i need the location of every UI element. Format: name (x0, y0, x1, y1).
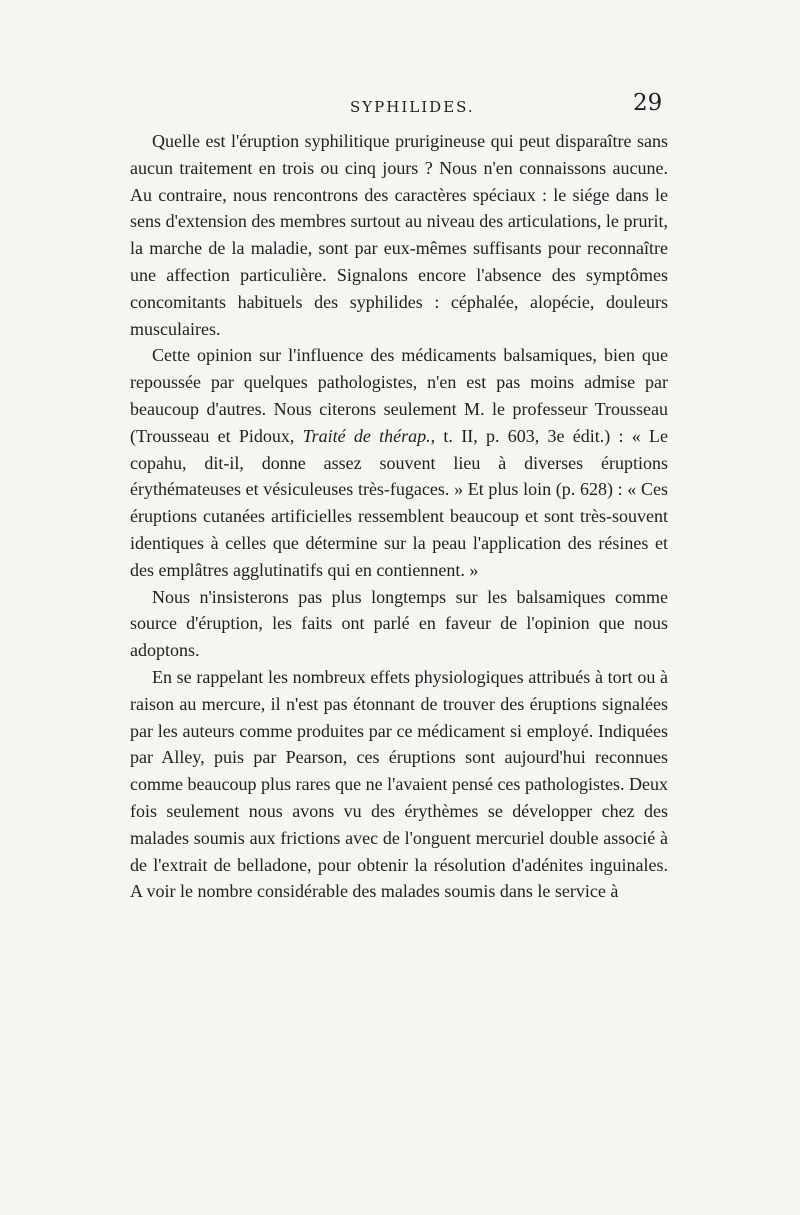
body-text (130, 128, 668, 905)
page-number: 29 (633, 90, 663, 116)
book-title-italic: Traité de thérap. (302, 425, 431, 446)
paragraph-4: En se rappelant les nombreux effets physiologiques attribués à tort ou à raison au mercure, il n'est pas étonnant de trouver des éruptions signalées par les auteurs comme produites par ce médicament si employé. Indiquées par Alley, puis par Pearson, ces éruptions sont aujourd'hui reconnues comme beaucoup plus rares que ne l'avaient pensé ces pathologistes. Deux fois seulement nous avons vu des érythèmes se développer chez des malades soumis aux frictions avec de l'onguent mercuriel double associé à de l'extrait de belladone, pour obtenir la résolution d'adénites inguinales. A voir le nombre considérable des malades soumis dans le service à (130, 666, 668, 902)
paragraph-1: Quelle est l'éruption syphilitique prurigineuse qui peut disparaître sans aucun traitement en trois ou cinq jours ? Nous n'en connaissons aucune. Au contraire, nous rencontrons des caractères spéciaux : le siége dans le sens d'extension des membres surtout au niveau des articulations, le prurit, la marche de la maladie, sont par eux-mêmes suffisants pour reconnaître une affection particulière. Signalons encore l'absence des symptômes concomitants habituels des syphilides : céphalée, alopécie, douleurs musculaires. (130, 131, 668, 339)
paragraph-3: Nous n'insisterons pas plus longtemps sur les balsamiques comme source d'éruption, les faits ont parlé en faveur de l'opinion que nous adoptons. (130, 586, 668, 661)
paragraph-2-text-a: Cette opinion sur l'influence des médicaments balsamiques, bien que repoussée par quelques pathologistes, n'en est pas moins admise par beaucoup d'autres. Nous citerons seulement M. le professeur Trousseau (Trousseau et Pidoux, (130, 345, 668, 446)
paragraph-2 (130, 342, 668, 583)
running-title: SYPHILIDES. (350, 98, 475, 116)
paragraph-2-text-b: , t. II, p. 603, 3e édit.) : « Le copahu, dit-il, donne assez souvent lieu à diverses éruptions érythémateuses et vésiculeuses très-fugaces. » Et plus loin (p. 628) : « Ces éruptions cutanées artificielles ressemblent beaucoup et sont très-souvent identiques à celles que détermine sur la peau l'application des résines et des emplâtres agglutinatifs qui en contiennent. » (130, 425, 669, 580)
